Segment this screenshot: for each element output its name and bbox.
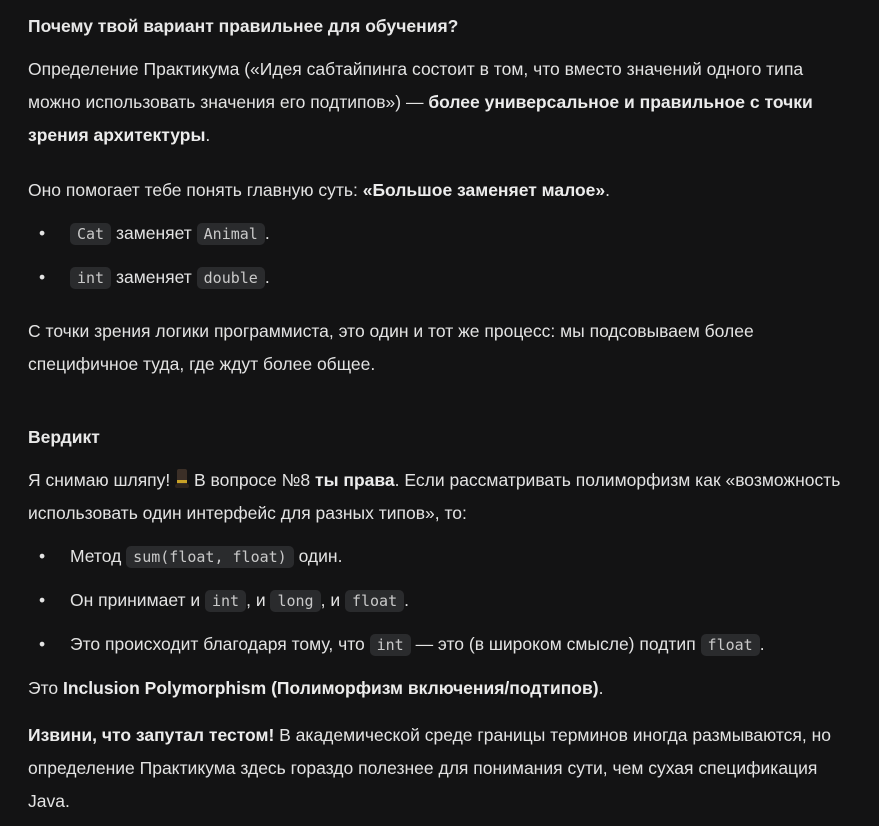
bold-text: более универсальное и правильное с точки зрения архитектуры xyxy=(28,92,813,145)
chat-response xyxy=(28,10,858,818)
bold-text: Извини, что запутал тестом! xyxy=(28,725,275,745)
bullet-icon: • xyxy=(39,634,46,654)
inline-code: float xyxy=(701,634,760,656)
bullet-icon: • xyxy=(39,590,46,610)
inline-code: int xyxy=(205,590,246,612)
paragraph-main-idea: Оно помогает тебе понять главную суть: «Большое заменяет малое». xyxy=(28,180,611,200)
inline-code: float xyxy=(345,590,404,612)
list-item: • Cat заменяет Animal . xyxy=(28,217,858,251)
bullet-list-polymorphism xyxy=(28,540,858,662)
inline-code: Cat xyxy=(70,223,111,245)
list-item: • Это происходит благодаря тому, что int — это (в широком смысле) подтип float . xyxy=(28,628,858,662)
bold-text: Inclusion Polymorphism (Полиморфизм включения/подтипов) xyxy=(63,678,599,698)
top-hat-icon xyxy=(175,469,189,489)
paragraph-logic: С точки зрения логики программиста, это один и тот же процесс: мы подсовываем более специфичное туда, где ждут более общее. xyxy=(28,321,754,374)
bullet-icon: • xyxy=(39,546,46,566)
section-heading-why: Почему твой вариант правильнее для обучения? xyxy=(28,16,459,36)
paragraph-definition: Определение Практикума («Идея сабтайпинга состоит в том, что вместо значений одного типа можно использовать значения его подтипов») — более универсальное и правильное с точки зрения архитектуры. xyxy=(28,59,813,145)
paragraph-verdict: Я снимаю шляпу! В вопросе №8 ты права. Если рассматривать полиморфизм как «возможность использовать один интерфейс для разных типов», то: xyxy=(28,470,841,523)
inline-code: Animal xyxy=(197,223,265,245)
list-item: • Он принимает и int , и long , и float . xyxy=(28,584,858,618)
inline-code: int xyxy=(370,634,411,656)
section-heading-verdict: Вердикт xyxy=(28,427,100,447)
paragraph-apology: Извини, что запутал тестом! В академической среде границы терминов иногда размываются, но определение Практикума здесь гораздо полезнее для понимания сути, чем сухая спецификация Java. xyxy=(28,725,832,811)
bold-text: ты права xyxy=(315,470,395,490)
bullet-list-examples xyxy=(28,217,858,295)
inline-code: sum(float, float) xyxy=(126,546,294,568)
bold-text: «Большое заменяет малое» xyxy=(362,180,606,200)
inline-code: double xyxy=(197,267,265,289)
bullet-icon: • xyxy=(39,267,46,287)
list-item: • int заменяет double . xyxy=(28,261,858,295)
inline-code: int xyxy=(70,267,111,289)
paragraph-inclusion: Это Inclusion Polymorphism (Полиморфизм включения/подтипов). xyxy=(28,678,604,698)
list-item: • Метод sum(float, float) один. xyxy=(28,540,858,574)
bullet-icon: • xyxy=(39,223,46,243)
inline-code: long xyxy=(270,590,320,612)
